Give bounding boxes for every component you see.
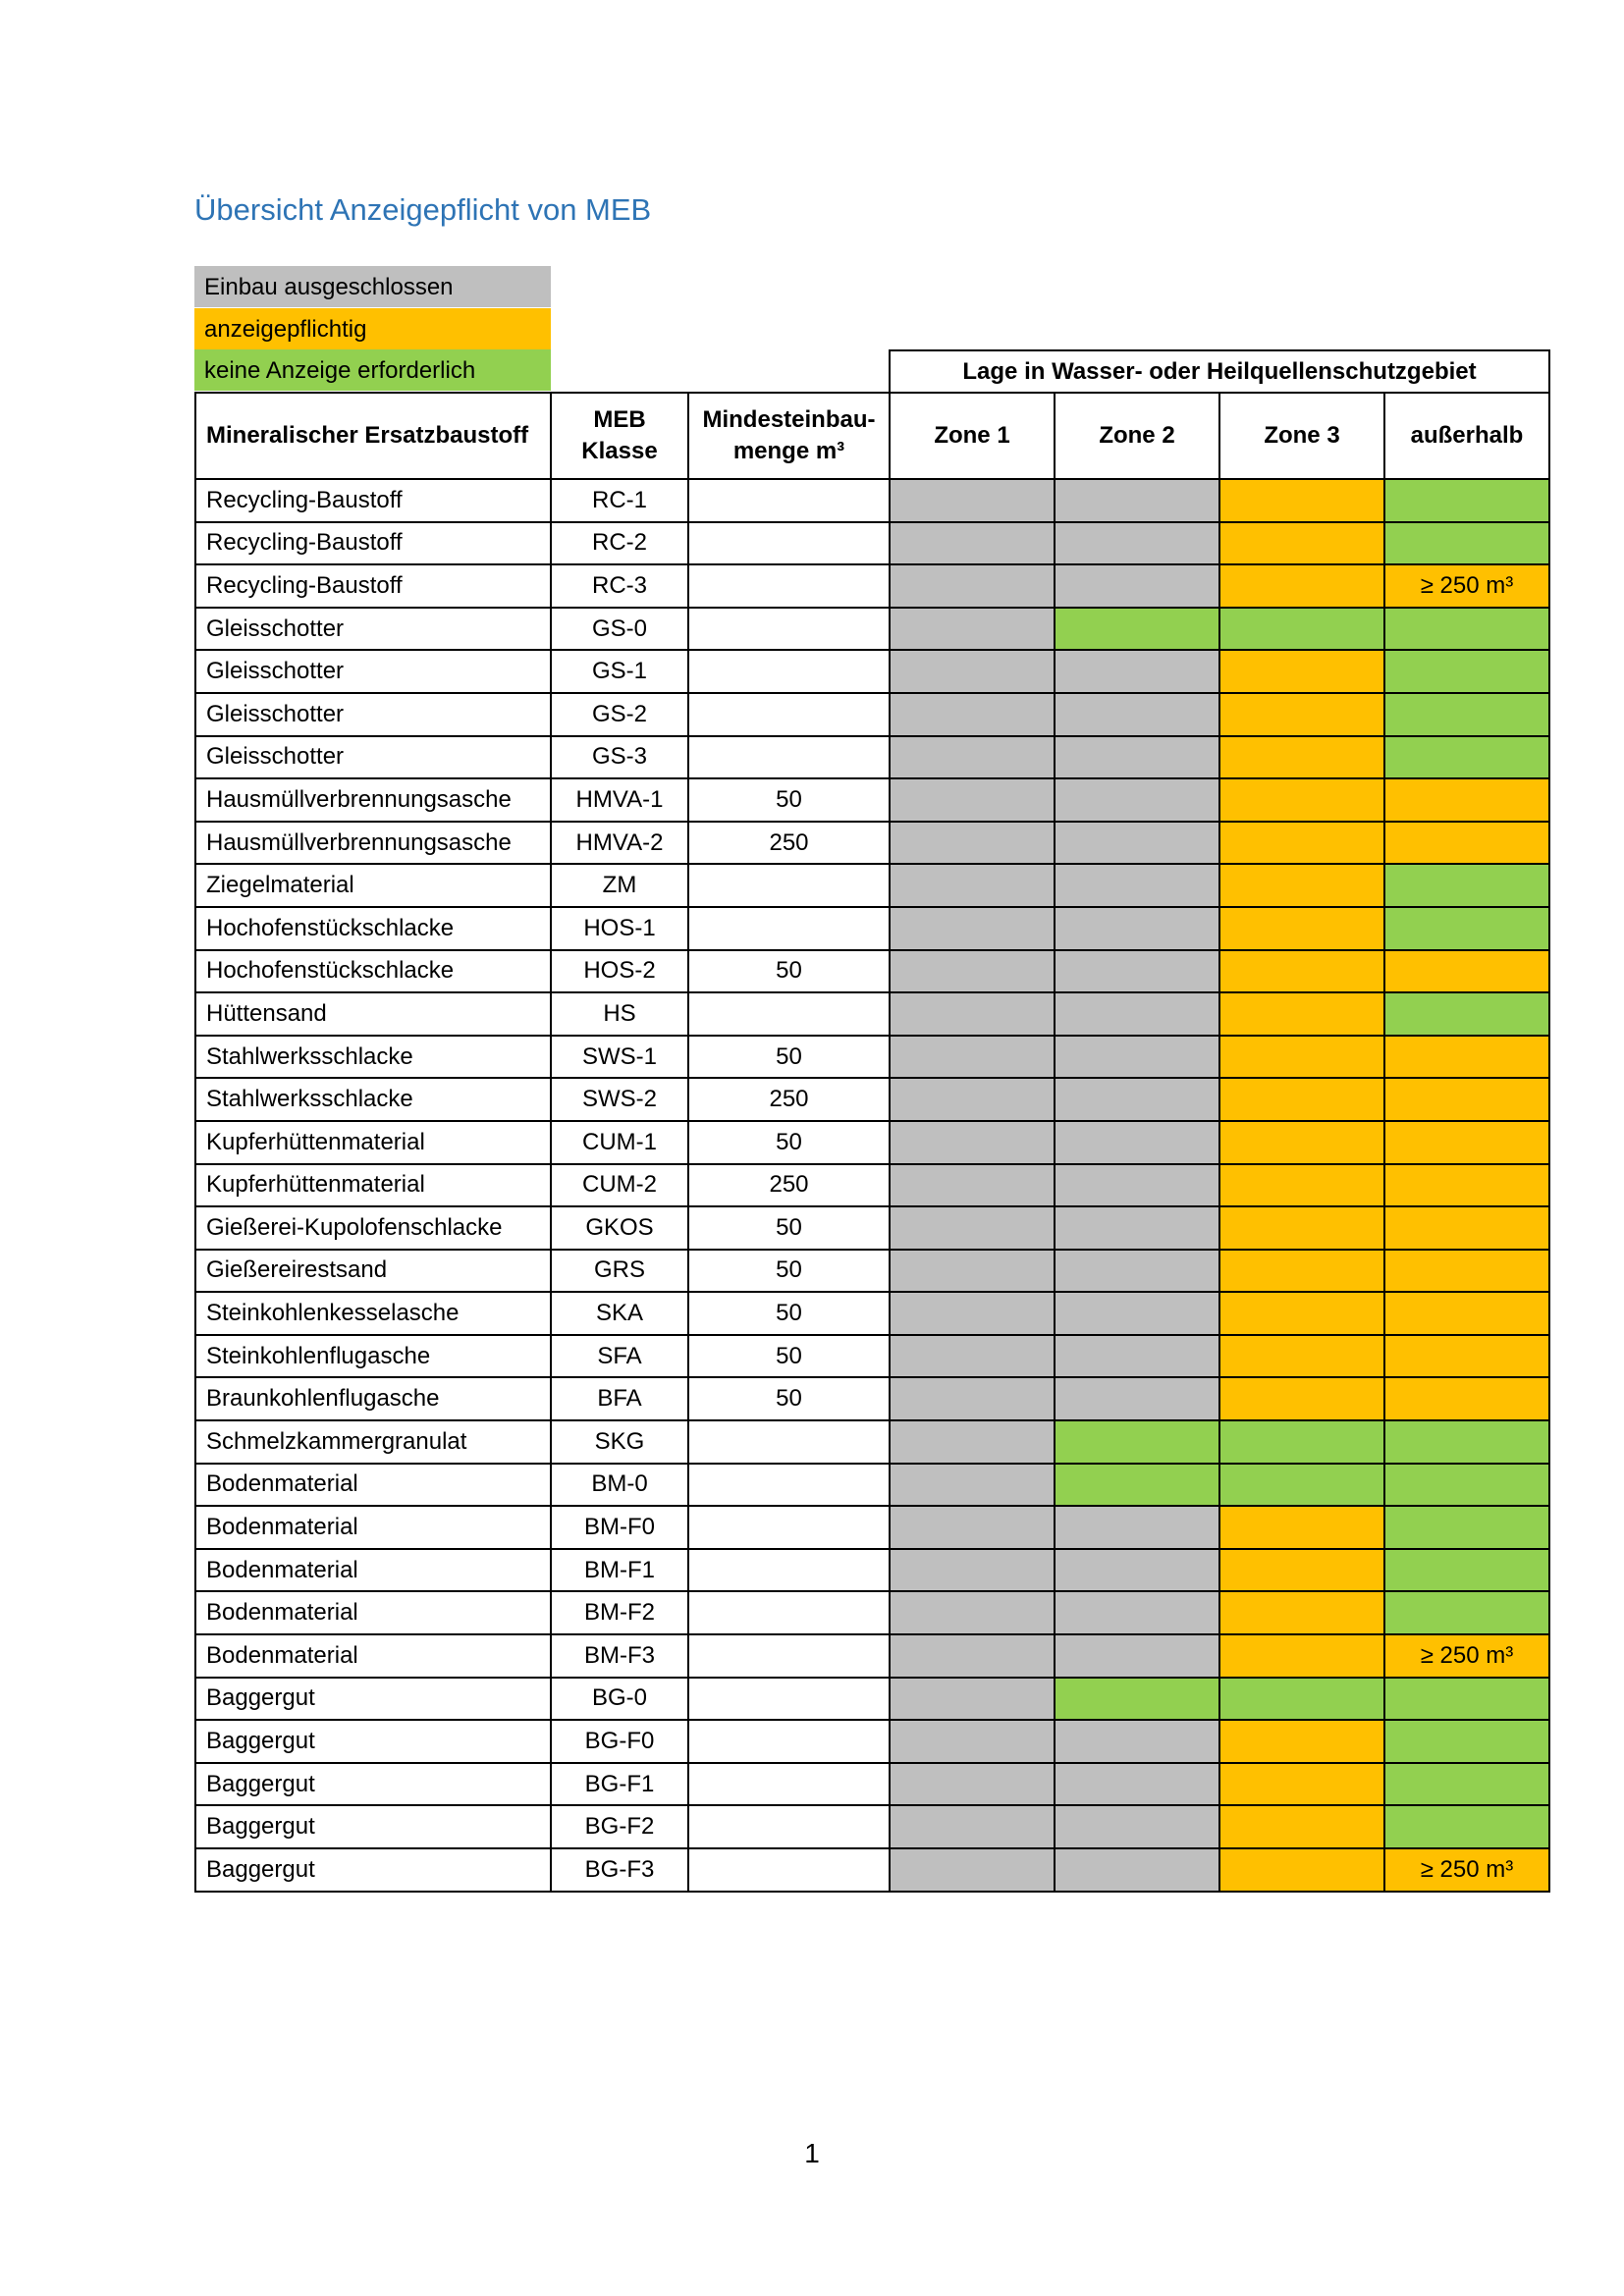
cell-zone3 [1219,693,1384,736]
cell-zone3 [1219,1121,1384,1164]
header-zone2: Zone 2 [1055,393,1219,479]
cell-material: Bodenmaterial [195,1464,551,1507]
header-meb-line1: MEB [593,406,646,433]
table-row [195,1591,1549,1634]
cell-material: Bodenmaterial [195,1549,551,1592]
cell-zone1 [890,1464,1055,1507]
cell-min-quantity [688,1506,890,1549]
cell-outside [1384,1121,1549,1164]
cell-zone1 [890,1720,1055,1763]
cell-min-quantity [688,522,890,565]
table-row [195,950,1549,993]
cell-zone2 [1055,1164,1219,1207]
cell-min-quantity [688,1591,890,1634]
cell-meb-class: BM-0 [551,1464,688,1507]
cell-meb-class: SKA [551,1292,688,1335]
table-row [195,1678,1549,1721]
table-row [195,522,1549,565]
cell-zone1 [890,1121,1055,1164]
cell-zone3 [1219,1420,1384,1464]
cell-outside [1384,650,1549,693]
cell-zone3 [1219,650,1384,693]
cell-material: Recycling-Baustoff [195,564,551,608]
cell-zone3 [1219,864,1384,907]
cell-zone1 [890,1250,1055,1293]
table-row [195,736,1549,779]
cell-zone2 [1055,1420,1219,1464]
page-title: Übersicht Anzeigepflicht von MEB [194,192,652,227]
table-row [195,479,1549,522]
cell-outside [1384,778,1549,822]
cell-meb-class: BG-0 [551,1678,688,1721]
cell-zone1 [890,778,1055,822]
cell-min-quantity [688,650,890,693]
meb-table [194,349,1550,1893]
cell-zone1 [890,1506,1055,1549]
cell-meb-class: BFA [551,1377,688,1420]
cell-min-quantity [688,1763,890,1806]
cell-outside [1384,1036,1549,1079]
table-row [195,864,1549,907]
cell-zone2 [1055,1250,1219,1293]
cell-zone1 [890,1078,1055,1121]
cell-zone3 [1219,1848,1384,1892]
legend-excluded: Einbau ausgeschlossen [194,266,551,307]
cell-material: Braunkohlenflugasche [195,1377,551,1420]
table-row [195,1121,1549,1164]
cell-outside [1384,1506,1549,1549]
cell-zone1 [890,1805,1055,1848]
cell-outside [1384,992,1549,1036]
cell-zone1 [890,1420,1055,1464]
cell-meb-class: GRS [551,1250,688,1293]
cell-zone2 [1055,1121,1219,1164]
cell-min-quantity [688,1848,890,1892]
cell-zone2 [1055,992,1219,1036]
cell-outside [1384,1464,1549,1507]
table-row [195,1720,1549,1763]
cell-material: Baggergut [195,1805,551,1848]
table-row [195,1292,1549,1335]
cell-min-quantity: 250 [688,822,890,865]
cell-zone1 [890,608,1055,651]
cell-zone3 [1219,1335,1384,1378]
header-zone3: Zone 3 [1219,393,1384,479]
cell-min-quantity: 50 [688,1250,890,1293]
table-row [195,1634,1549,1678]
cell-zone1 [890,693,1055,736]
cell-outside [1384,1763,1549,1806]
header-min-quantity [688,393,890,479]
cell-zone3 [1219,1506,1384,1549]
cell-zone1 [890,1164,1055,1207]
cell-min-quantity: 50 [688,1036,890,1079]
cell-zone2 [1055,864,1219,907]
table-row [195,1335,1549,1378]
cell-material: Steinkohlenkesselasche [195,1292,551,1335]
cell-zone3 [1219,1678,1384,1721]
table-row [195,1164,1549,1207]
cell-outside [1384,1206,1549,1250]
table-row [195,1464,1549,1507]
cell-zone3 [1219,1763,1384,1806]
cell-meb-class: HMVA-1 [551,778,688,822]
cell-material: Gleisschotter [195,693,551,736]
cell-outside [1384,1292,1549,1335]
cell-outside [1384,693,1549,736]
cell-meb-class: GS-2 [551,693,688,736]
cell-material: Schmelzkammergranulat [195,1420,551,1464]
cell-material: Hochofenstückschlacke [195,950,551,993]
cell-zone2 [1055,1335,1219,1378]
cell-zone1 [890,1292,1055,1335]
cell-meb-class: BM-F1 [551,1549,688,1592]
cell-zone3 [1219,822,1384,865]
cell-zone1 [890,1678,1055,1721]
header-meb-line2: Klasse [581,438,658,464]
cell-min-quantity [688,608,890,651]
cell-zone3 [1219,1206,1384,1250]
cell-meb-class: BG-F3 [551,1848,688,1892]
cell-min-quantity: 250 [688,1164,890,1207]
cell-zone2 [1055,907,1219,950]
cell-min-quantity: 250 [688,1078,890,1121]
cell-zone1 [890,950,1055,993]
cell-meb-class: RC-1 [551,479,688,522]
cell-zone2 [1055,950,1219,993]
table-body [195,479,1549,1892]
cell-meb-class: GS-1 [551,650,688,693]
cell-meb-class: HS [551,992,688,1036]
cell-zone1 [890,522,1055,565]
cell-material: Baggergut [195,1763,551,1806]
cell-meb-class: GS-0 [551,608,688,651]
table-row [195,650,1549,693]
cell-meb-class: SWS-2 [551,1078,688,1121]
cell-min-quantity: 50 [688,1335,890,1378]
cell-meb-class: SFA [551,1335,688,1378]
cell-zone1 [890,1591,1055,1634]
cell-material: Stahlwerksschlacke [195,1078,551,1121]
cell-meb-class: CUM-1 [551,1121,688,1164]
cell-zone3 [1219,1805,1384,1848]
cell-zone2 [1055,1078,1219,1121]
cell-zone2 [1055,1763,1219,1806]
cell-material: Ziegelmaterial [195,864,551,907]
cell-meb-class: HOS-2 [551,950,688,993]
cell-outside [1384,1805,1549,1848]
cell-meb-class: BG-F2 [551,1805,688,1848]
cell-zone3 [1219,608,1384,651]
cell-zone3 [1219,1078,1384,1121]
cell-min-quantity [688,1678,890,1721]
cell-material: Gleisschotter [195,650,551,693]
cell-zone1 [890,650,1055,693]
header-material: Mineralischer Ersatzbaustoff [195,393,551,479]
cell-material: Stahlwerksschlacke [195,1036,551,1079]
cell-zone1 [890,1634,1055,1678]
cell-outside: ≥ 250 m³ [1384,1848,1549,1892]
cell-material: Gleisschotter [195,608,551,651]
cell-outside [1384,1250,1549,1293]
cell-zone2 [1055,1549,1219,1592]
cell-zone3 [1219,1292,1384,1335]
cell-outside [1384,736,1549,779]
table-row [195,778,1549,822]
cell-zone3 [1219,1164,1384,1207]
cell-material: Baggergut [195,1720,551,1763]
cell-outside [1384,950,1549,993]
cell-min-quantity [688,1420,890,1464]
cell-min-quantity [688,479,890,522]
cell-zone3 [1219,992,1384,1036]
cell-min-quantity: 50 [688,778,890,822]
table-row [195,1848,1549,1892]
cell-zone2 [1055,564,1219,608]
cell-material: Hausmüllverbrennungsasche [195,778,551,822]
cell-outside [1384,1377,1549,1420]
cell-outside [1384,1678,1549,1721]
table-row [195,1377,1549,1420]
table-row [195,1763,1549,1806]
cell-zone3 [1219,1036,1384,1079]
cell-min-quantity [688,1805,890,1848]
cell-min-quantity [688,992,890,1036]
cell-min-quantity [688,864,890,907]
cell-zone2 [1055,1848,1219,1892]
cell-outside [1384,1335,1549,1378]
group-header: Lage in Wasser- oder Heilquellenschutzgebiet [890,350,1549,393]
cell-meb-class: RC-3 [551,564,688,608]
cell-outside [1384,1591,1549,1634]
cell-zone1 [890,479,1055,522]
cell-min-quantity: 50 [688,950,890,993]
table-row [195,1078,1549,1121]
cell-meb-class: CUM-2 [551,1164,688,1207]
cell-zone3 [1219,1591,1384,1634]
cell-zone1 [890,1549,1055,1592]
cell-zone3 [1219,1720,1384,1763]
table-row [195,907,1549,950]
cell-zone2 [1055,1634,1219,1678]
cell-min-quantity [688,907,890,950]
table-row [195,564,1549,608]
cell-zone2 [1055,778,1219,822]
cell-material: Hüttensand [195,992,551,1036]
cell-zone2 [1055,1036,1219,1079]
cell-material: Bodenmaterial [195,1506,551,1549]
cell-material: Hausmüllverbrennungsasche [195,822,551,865]
page-number: 1 [804,2138,820,2168]
cell-zone3 [1219,564,1384,608]
cell-outside [1384,1549,1549,1592]
cell-zone2 [1055,1206,1219,1250]
cell-zone2 [1055,1678,1219,1721]
cell-material: Steinkohlenflugasche [195,1335,551,1378]
cell-zone3 [1219,1549,1384,1592]
cell-zone2 [1055,1506,1219,1549]
cell-zone2 [1055,650,1219,693]
legend-no-notification: keine Anzeige erforderlich [194,349,551,391]
cell-meb-class: GKOS [551,1206,688,1250]
cell-meb-class: GS-3 [551,736,688,779]
cell-zone3 [1219,907,1384,950]
header-zone1: Zone 1 [890,393,1055,479]
cell-zone2 [1055,608,1219,651]
cell-material: Gießerei-Kupolofenschlacke [195,1206,551,1250]
cell-zone3 [1219,479,1384,522]
cell-min-quantity [688,736,890,779]
cell-min-quantity: 50 [688,1377,890,1420]
cell-zone3 [1219,1377,1384,1420]
cell-zone1 [890,1377,1055,1420]
cell-meb-class: HMVA-2 [551,822,688,865]
cell-outside: ≥ 250 m³ [1384,564,1549,608]
table-row [195,1805,1549,1848]
legend-notifiable: anzeigepflichtig [194,308,551,349]
cell-zone2 [1055,1464,1219,1507]
cell-zone1 [890,1036,1055,1079]
cell-material: Kupferhüttenmaterial [195,1121,551,1164]
cell-zone3 [1219,778,1384,822]
cell-outside: ≥ 250 m³ [1384,1634,1549,1678]
cell-zone1 [890,1335,1055,1378]
cell-zone2 [1055,1720,1219,1763]
cell-min-quantity [688,1720,890,1763]
cell-zone1 [890,564,1055,608]
cell-zone1 [890,1848,1055,1892]
table-row [195,1206,1549,1250]
cell-material: Recycling-Baustoff [195,522,551,565]
cell-zone2 [1055,522,1219,565]
cell-outside [1384,1164,1549,1207]
cell-zone1 [890,907,1055,950]
cell-zone1 [890,864,1055,907]
cell-material: Gleisschotter [195,736,551,779]
cell-meb-class: SWS-1 [551,1036,688,1079]
cell-zone3 [1219,1634,1384,1678]
cell-zone1 [890,736,1055,779]
header-qty-line2: menge m³ [732,438,845,464]
cell-zone1 [890,992,1055,1036]
table-row [195,1036,1549,1079]
cell-meb-class: BG-F1 [551,1763,688,1806]
cell-zone3 [1219,950,1384,993]
cell-meb-class: SKG [551,1420,688,1464]
header-meb-class [551,393,688,479]
cell-outside [1384,522,1549,565]
cell-meb-class: ZM [551,864,688,907]
table-row [195,1250,1549,1293]
cell-min-quantity [688,693,890,736]
cell-min-quantity [688,1464,890,1507]
cell-meb-class: RC-2 [551,522,688,565]
cell-outside [1384,608,1549,651]
cell-meb-class: BM-F2 [551,1591,688,1634]
cell-min-quantity [688,564,890,608]
cell-zone1 [890,1206,1055,1250]
cell-zone3 [1219,1464,1384,1507]
table-row [195,1549,1549,1592]
cell-meb-class: BM-F0 [551,1506,688,1549]
table-row [195,608,1549,651]
table-row [195,693,1549,736]
cell-zone2 [1055,1377,1219,1420]
table-row [195,1420,1549,1464]
cell-material: Hochofenstückschlacke [195,907,551,950]
table-row [195,822,1549,865]
cell-zone3 [1219,1250,1384,1293]
cell-zone3 [1219,736,1384,779]
cell-zone2 [1055,1292,1219,1335]
table-row [195,992,1549,1036]
cell-zone2 [1055,1805,1219,1848]
cell-min-quantity: 50 [688,1292,890,1335]
cell-zone3 [1219,522,1384,565]
cell-material: Baggergut [195,1678,551,1721]
cell-min-quantity: 50 [688,1206,890,1250]
cell-outside [1384,1078,1549,1121]
cell-zone2 [1055,693,1219,736]
cell-zone1 [890,822,1055,865]
cell-outside [1384,864,1549,907]
header-qty-line1: Mindesteinbau- [702,406,876,433]
cell-zone2 [1055,479,1219,522]
cell-meb-class: BM-F3 [551,1634,688,1678]
cell-material: Kupferhüttenmaterial [195,1164,551,1207]
cell-material: Baggergut [195,1848,551,1892]
cell-zone1 [890,1763,1055,1806]
cell-zone2 [1055,1591,1219,1634]
cell-meb-class: BG-F0 [551,1720,688,1763]
header-outside: außerhalb [1384,393,1549,479]
cell-outside [1384,822,1549,865]
cell-min-quantity [688,1549,890,1592]
cell-zone2 [1055,736,1219,779]
cell-material: Bodenmaterial [195,1634,551,1678]
cell-meb-class: HOS-1 [551,907,688,950]
table-row [195,1506,1549,1549]
cell-outside [1384,479,1549,522]
cell-zone2 [1055,822,1219,865]
cell-outside [1384,907,1549,950]
cell-material: Gießereirestsand [195,1250,551,1293]
cell-min-quantity: 50 [688,1121,890,1164]
cell-material: Recycling-Baustoff [195,479,551,522]
cell-material: Bodenmaterial [195,1591,551,1634]
cell-outside [1384,1420,1549,1464]
cell-outside [1384,1720,1549,1763]
cell-min-quantity [688,1634,890,1678]
